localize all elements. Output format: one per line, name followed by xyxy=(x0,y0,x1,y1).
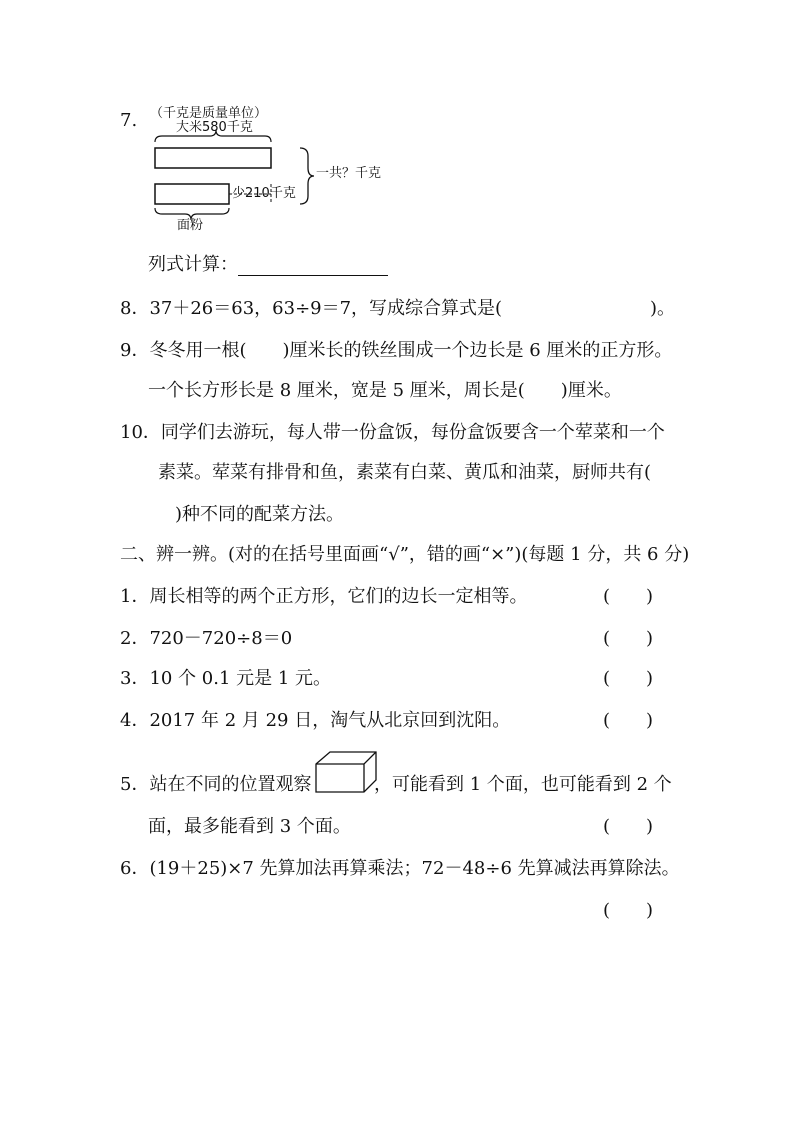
flour-bar xyxy=(155,184,229,204)
calc-answer-blank[interactable] xyxy=(238,257,388,276)
q8-text: 8．37＋26＝63，63÷9＝7，写成综合算式是( xyxy=(120,298,503,319)
judge-3-answer[interactable]: ( ) xyxy=(603,668,654,689)
judge-2-text: 2．720－720÷8＝0 xyxy=(120,628,293,649)
judge-6-answer[interactable]: ( ) xyxy=(603,900,654,921)
judge-1-text: 1．周长相等的两个正方形，它们的边长一定相等。 xyxy=(120,586,528,607)
section2-title: 二、辨一辨。(对的在括号里面画“√”，错的画“×”)(每题 1 分，共 6 分) xyxy=(120,544,690,565)
q9-line2: 一个长方形长是 8 厘米，宽是 5 厘米，周长是( )厘米。 xyxy=(148,380,622,401)
q8-close: )。 xyxy=(650,298,676,319)
less-label: 少210千克 xyxy=(232,186,296,201)
rice-bar xyxy=(155,148,271,168)
judge-5-after: ，可能看到 1 个面，也可能看到 2 个 xyxy=(374,774,672,795)
judge-1-answer[interactable]: ( ) xyxy=(603,586,654,607)
judge-5-line2: 面，最多能看到 3 个面。 xyxy=(148,816,351,837)
cuboid-image xyxy=(314,750,380,796)
judge-5-answer[interactable]: ( ) xyxy=(603,816,654,837)
judge-5-before: 5．站在不同的位置观察 xyxy=(120,774,312,795)
flour-label: 面粉 xyxy=(177,218,204,233)
judge-6-text: 6．(19＋25)×7 先算加法再算乘法；72－48÷6 先算减法再算除法。 xyxy=(120,858,680,879)
q7-number: 7. xyxy=(120,110,138,131)
judge-2-answer[interactable]: ( ) xyxy=(603,628,654,649)
q7-note: （千克是质量单位） xyxy=(150,106,268,121)
q9-line1: 9．冬冬用一根( )厘米长的铁丝围成一个边长是 6 厘米的正方形。 xyxy=(120,340,673,361)
rice-label: 大米580千克 xyxy=(176,120,253,135)
judge-3-text: 3．10 个 0.1 元是 1 元。 xyxy=(120,668,332,689)
calc-label: 列式计算： xyxy=(148,254,388,276)
judge-4-answer[interactable]: ( ) xyxy=(603,710,654,731)
q10-line1: 10．同学们去游玩，每人带一份盒饭，每份盒饭要含一个荤菜和一个 xyxy=(120,422,665,443)
total-label: 一共？千克 xyxy=(316,166,382,181)
total-brace xyxy=(300,148,314,204)
q10-line2: 素菜。荤菜有排骨和鱼，素菜有白菜、黄瓜和油菜，厨师共有( xyxy=(158,462,652,483)
judge-4-text: 4．2017 年 2 月 29 日，淘气从北京回到沈阳。 xyxy=(120,710,511,731)
q10-line3: )种不同的配菜方法。 xyxy=(175,504,345,525)
